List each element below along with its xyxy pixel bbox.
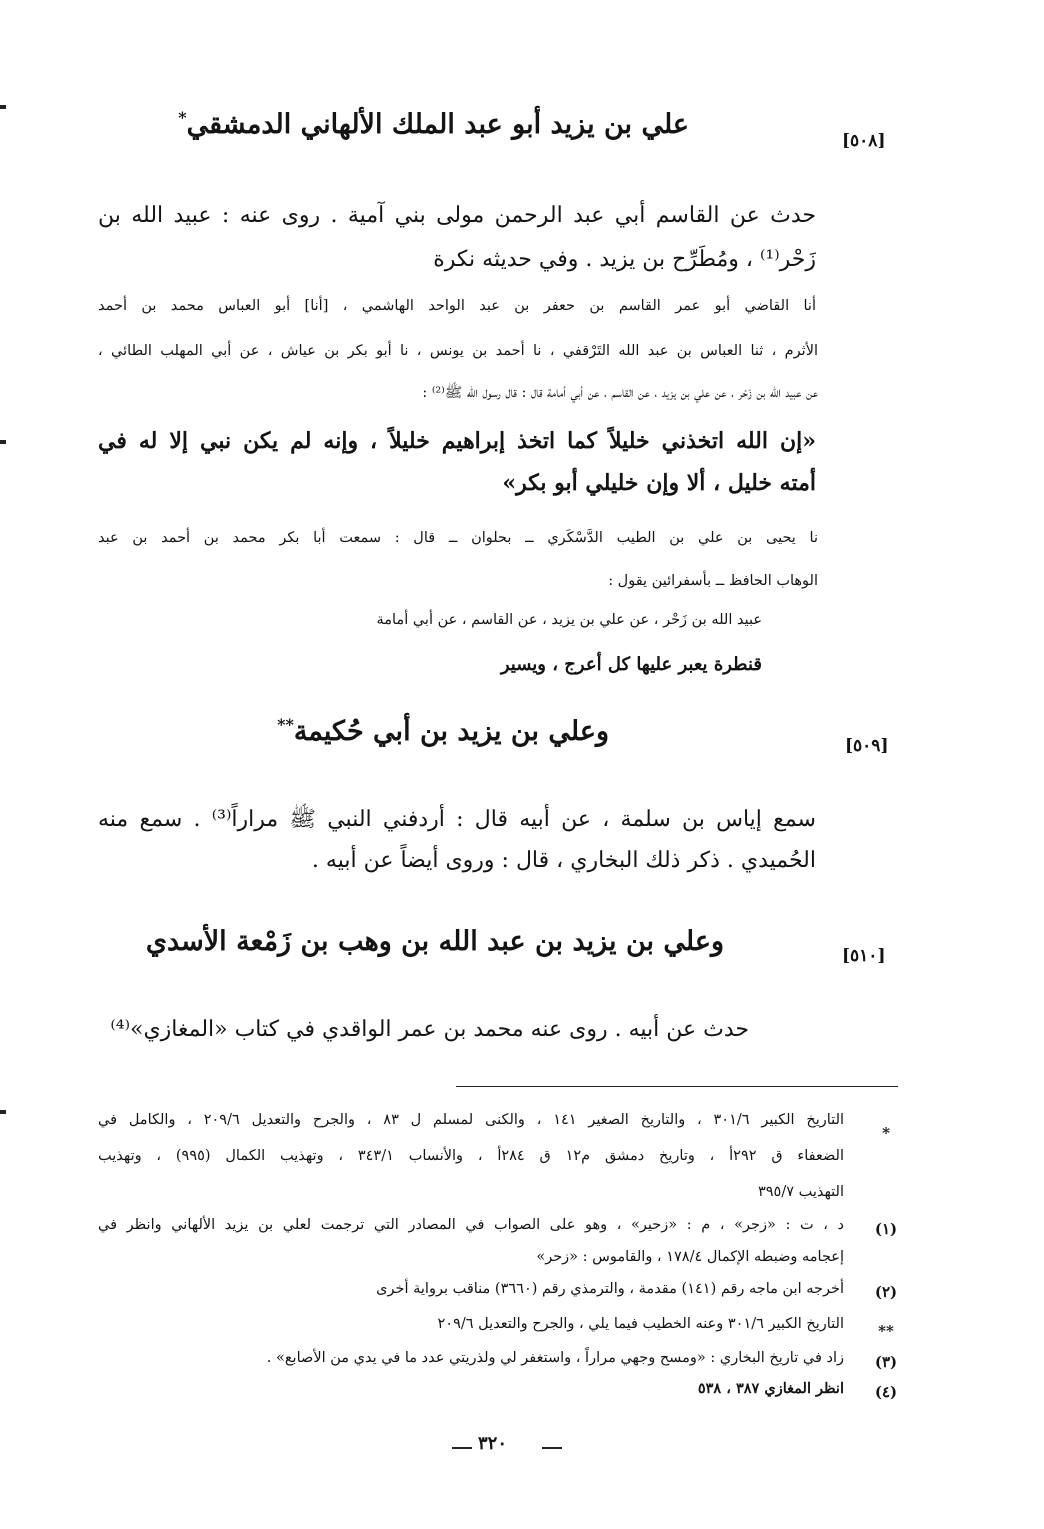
page-number: ٣٢٠ (478, 1433, 508, 1454)
footnote-divider (456, 1086, 898, 1087)
verse-line: قنطرة يعبر عليها كل أعرج ، ويسير (500, 654, 762, 675)
entry-body-line: الحُميدي . ذكر ذلك البخاري ، قال : وروى أيضاً عن أبيه . (311, 848, 816, 873)
footnote-line: التاريخ الكبير ٣٠١/٦ ، والتاريخ الصغير ١٤١ ، والكنى لمسلم ل ٨٣ ، والجرح والتعديل ٢٠٩/٦ ، والكامل في (98, 1112, 845, 1128)
footnote-marker: ** (878, 1322, 894, 1340)
footnote-mark: ** (277, 715, 294, 734)
entry-body-line: حدث عن أبيه . روى عنه محمد بن عمر الواقدي في كتاب «المغازي»⁽⁴⁾ (110, 1017, 749, 1042)
footnote-marker: (١) (874, 1220, 898, 1238)
footnote-mark: * (178, 108, 187, 127)
entry-intro-line: زَحْر⁽¹⁾ ، ومُطَرِّح بن يزيد . وفي حديثه نكرة (433, 247, 816, 272)
footnote-marker: (٣) (874, 1353, 898, 1371)
entry-title: وعلي بن يزيد بن عبد الله بن وهب بن زَمْعة الأسدي (145, 926, 724, 957)
scan-edge-mark (0, 440, 6, 444)
verse-line: عبيد الله بن زَحْر ، عن علي بن يزيد ، عن القاسم ، عن أبي أمامة (376, 612, 762, 628)
scan-edge-mark (0, 105, 6, 109)
footnote-line: التاريخ الكبير ٣٠١/٦ وعنه الخطيب فيما يلي ، والجرح والتعديل ٢٠٩/٦ (437, 1316, 844, 1332)
entry-number: [٥٠٩] (845, 736, 889, 756)
page-number-dash (542, 1447, 562, 1449)
entry-number: [٥١٠] (842, 946, 886, 966)
footnote-line: الضعفاء ق ٢٩٢أ ، وتاريخ دمشق م١٢ ق ٢٨٤أ ، والأنساب ٣٤٣/١ ، وتهذيب الكمال (٩٩٥) ، وتهذيب (98, 1148, 844, 1164)
footnote-marker: * (882, 1124, 890, 1142)
entry-body-line: سمع إياس بن سلمة ، عن أبيه قال : أردفني النبي ﷺ مراراً⁽³⁾ . سمع منه (98, 807, 816, 832)
footnote-line: التهذيب ٣٩٥/٧ (757, 1184, 844, 1200)
entry-title-text: وعلي بن يزيد بن أبي حُكيمة (293, 716, 609, 747)
page-number-dash (452, 1447, 472, 1449)
footnote-line: أخرجه ابن ماجه رقم (١٤١) مقدمة ، والترمذي رقم (٣٦٦٠) مناقب برواية أخرى (376, 1281, 844, 1297)
footnote-line: زاد في تاريخ البخاري : «ومسح وجهي مراراً ، واستغفر لي ولذريتي عدد ما في يدي من الأصابع» . (266, 1350, 844, 1366)
footnote-line: انظر المغازي ٣٨٧ ، ٥٣٨ (697, 1380, 844, 1397)
entry-number: [٥٠٨] (842, 131, 886, 151)
footnote-line: إعجامه وضبطه الإكمال ١٧٨/٤ ، والقاموس : «زحر» (536, 1249, 844, 1265)
hadith-line: أمته خليل ، ألا وإن خليلي أبو بكر» (502, 470, 816, 496)
footnote-line: د ، ت : «زجر» ، م : «زحير» ، وهو على الصواب في المصادر التي ترجمت لعلي بن يزيد الألهاني وانظر في (98, 1217, 844, 1233)
isnad-line: الأثرم ، ثنا العباس بن عبد الله التَرْقفي ، نا أحمد بن يونس ، نا أبو بكر بن عياش ، عن أبي المهلب الطائي ، (98, 343, 818, 359)
isnad-line: الوهاب الحافظ ــ بأسفرائين يقول : (608, 573, 818, 589)
entry-intro-line: حدث عن القاسم أبي عبد الرحمن مولى بني آمية . روى عنه : عبيد الله بن (98, 203, 816, 228)
isnad-line: عن عبيد الله بن زَحْر ، عن علي بن يزيد ، عن القاسم ، عن أبي أمامة قال : قال رسول الله ﷺ⁽²⁾ : (422, 385, 818, 401)
scan-edge-mark (0, 1110, 6, 1114)
footnote-marker: (٢) (874, 1283, 898, 1301)
entry-title (277, 715, 609, 747)
entry-title-text: علي بن يزيد أبو عبد الملك الألهاني الدمشقي (186, 109, 689, 140)
entry-title (178, 108, 689, 140)
isnad-line: أنا القاضي أبو عمر القاسم بن حعفر بن عبد الواحد الهاشمي ، [أنا] أبو العباس محمد بن أحمد (98, 298, 816, 314)
hadith-line: «إن الله اتخذني خليلاً كما اتخذ إبراهيم خليلاً ، وإنه لم يكن نبي إلا له في (98, 428, 816, 454)
isnad-line: نا يحيى بن علي بن الطيب الدَّسْكَري ــ بحلوان ــ قال : سمعت أبا بكر محمد بن أحمد بن عبد (98, 530, 818, 546)
footnote-marker: (٤) (874, 1383, 898, 1401)
